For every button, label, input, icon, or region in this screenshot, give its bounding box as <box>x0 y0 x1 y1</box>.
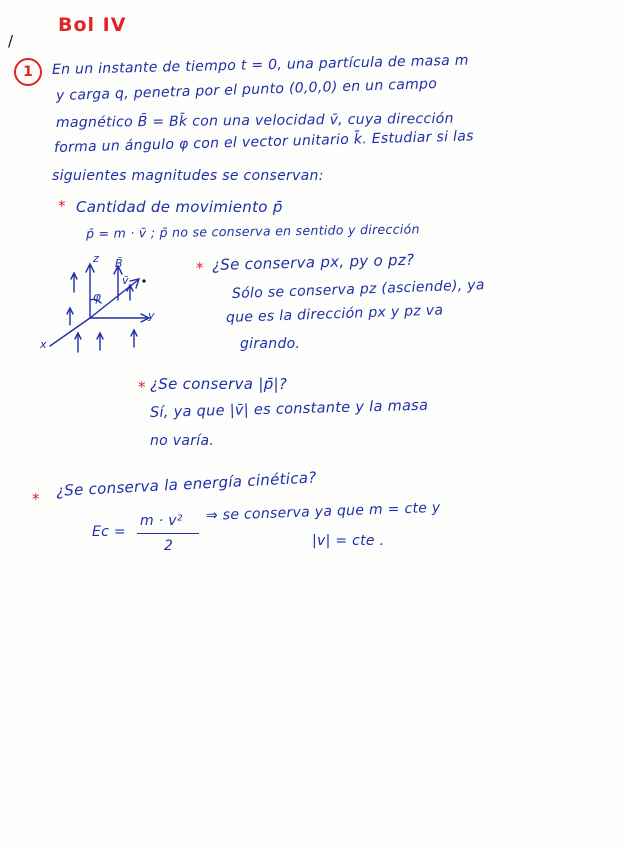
q1-answer-line-3: girando. <box>240 336 301 352</box>
star-bullet-icon: * <box>32 490 40 508</box>
q3-formula-lhs: Ec = <box>92 524 126 540</box>
statement-line-4: forma un ángulo φ con el vector unitario k̄. Estudiar si las <box>53 128 474 156</box>
label-phi: φ <box>93 290 102 304</box>
label-z: z <box>93 252 100 265</box>
problem-number: 1 <box>23 64 33 80</box>
statement-line-3: magnético B̄ = Bk̄ con una velocidad v̄, cuya dirección <box>55 110 454 131</box>
q3-formula-numerator: m · v² <box>140 513 183 529</box>
star-bullet-icon: * <box>196 259 204 277</box>
label-x: x <box>40 338 47 351</box>
statement-line-1: En un instante de tiempo t = 0, una partícula de masa m <box>51 52 469 78</box>
q1-momentum-line: p̄ = m · v̄ ; p̄ no se conserva en sentido y dirección <box>85 221 420 241</box>
tick-mark: / <box>8 32 14 50</box>
star-bullet-icon: * <box>58 197 66 215</box>
particle-dot <box>142 279 145 282</box>
q2-heading: ¿Se conserva |p̄|? <box>150 375 288 393</box>
q1-heading: Cantidad de movimiento p̄ <box>76 198 283 216</box>
q3-heading: ¿Se conserva la energía cinética? <box>55 468 317 500</box>
statement-line-2: y carga q, penetra por el punto (0,0,0) en un campo <box>55 76 438 104</box>
star-bullet-icon: * <box>138 378 146 396</box>
label-b: B̄ <box>115 257 123 270</box>
q2-answer-line-2: no varía. <box>150 433 215 449</box>
q3-formula-denominator: 2 <box>164 538 174 554</box>
q2-answer-line-1: Sí, ya que |v̄| es constante y la masa <box>149 397 429 421</box>
q1-answer-line-2: que es la dirección px y pz va <box>225 302 444 326</box>
page-title: Bol IV <box>58 14 127 36</box>
q1-answer-line-1: Sólo se conserva pz (asciende), ya <box>231 277 485 302</box>
q1-subquestion: ¿Se conserva px, py o pz? <box>211 250 415 274</box>
label-y: y <box>148 309 155 322</box>
q3-conclusion-line-1: ⇒ se conserva ya que m = cte y <box>205 499 441 524</box>
label-v: v̄ <box>122 274 129 287</box>
q3-conclusion-line-2: |v| = cte . <box>312 533 385 549</box>
fraction-bar <box>137 533 199 534</box>
statement-line-5: siguientes magnitudes se conservan: <box>52 168 324 184</box>
